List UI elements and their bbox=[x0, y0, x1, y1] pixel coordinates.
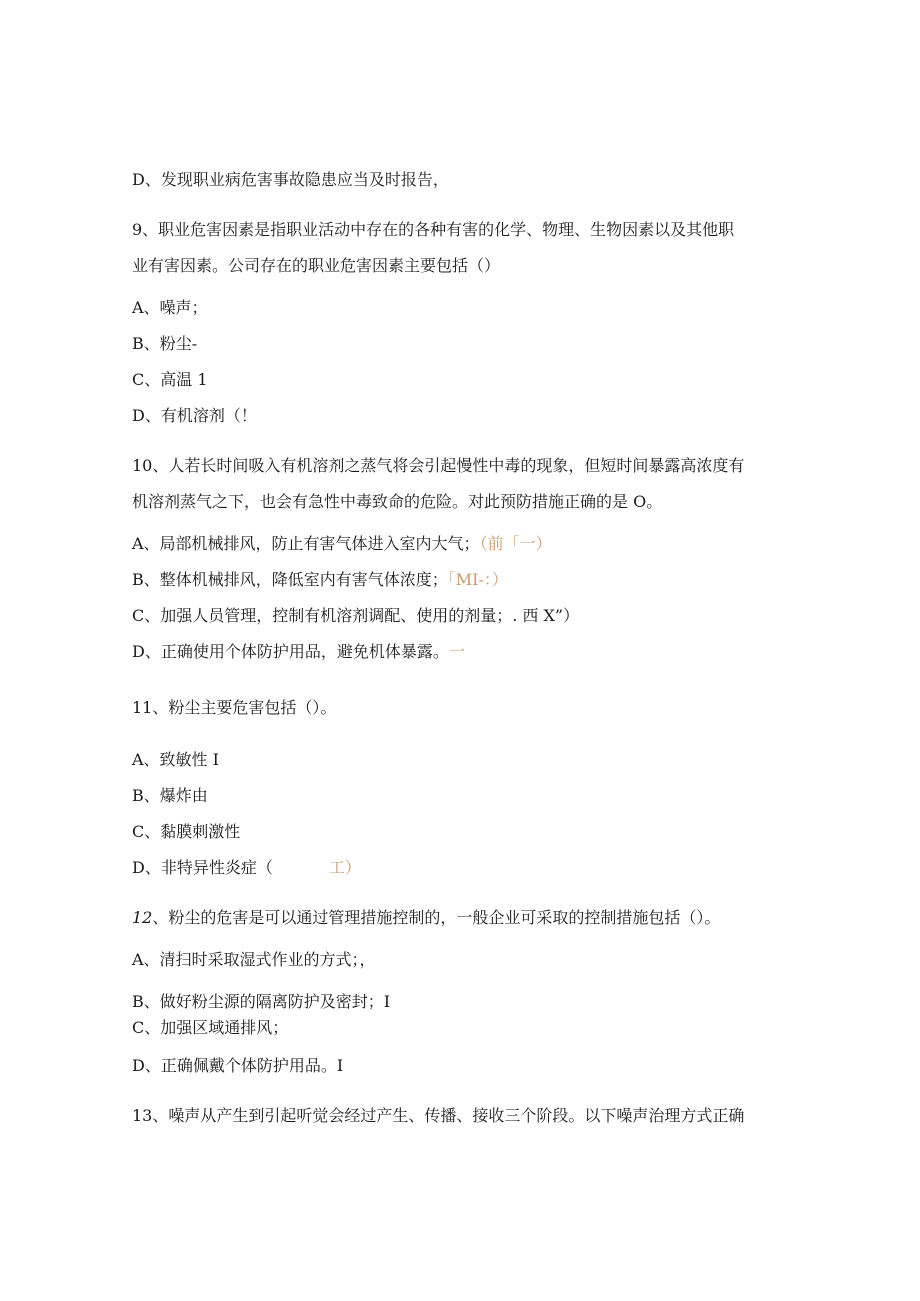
q10-option-d bbox=[132, 642, 465, 662]
q10-option-a-mark: （前「一） bbox=[479, 534, 552, 553]
q12-stem bbox=[132, 908, 720, 928]
q11-option-c: C、黏膜刺激性 bbox=[132, 822, 241, 841]
q9-option-c: C、高温 1 bbox=[132, 370, 208, 389]
q12-option-b: B、做好粉尘源的隔离防护及密封；I bbox=[132, 992, 391, 1011]
q9-option-b: B、粉尘- bbox=[132, 334, 198, 353]
q11-stem: 11、粉尘主要危害包括（）。 bbox=[132, 698, 337, 717]
q11-option-d-text: D、非特异性炎症（ bbox=[132, 858, 273, 877]
q10-option-d-text: D、正确使用个体防护用品，避免机体暴露。 bbox=[132, 642, 449, 661]
q10-option-b bbox=[132, 570, 508, 590]
q12-option-a: A、清扫时采取湿式作业的方式；， bbox=[132, 950, 376, 969]
q12-option-d: D、正确佩戴个体防护用品。I bbox=[132, 1056, 344, 1075]
q10-option-d-mark: 一 bbox=[448, 642, 465, 661]
q13-stem-line1: 13、噪声从产生到引起听觉会经过产生、传播、接收三个阶段。以下噪声治理方式正确 bbox=[132, 1106, 745, 1125]
q9-stem-line1: 9、职业危害因素是指职业活动中存在的各种有害的化学、物理、生物因素以及其他职 bbox=[132, 220, 735, 239]
q9-option-d: D、有机溶剂（！ bbox=[132, 406, 257, 425]
q12-number: 12 bbox=[132, 908, 153, 927]
q10-option-b-text: B、整体机械排风，降低室内有害气体浓度； bbox=[132, 570, 448, 589]
q10-option-a-text: A、局部机械排风，防止有害气体进入室内大气； bbox=[132, 534, 480, 553]
q9-option-a: A、噪声； bbox=[132, 298, 208, 317]
q12-stem-text: 、粉尘的危害是可以通过管理措施控制的，一般企业可采取的控制措施包括（）。 bbox=[152, 908, 721, 927]
q11-option-b: B、爆炸由 bbox=[132, 786, 208, 805]
q10-option-b-mark: 「MI-：） bbox=[447, 570, 508, 589]
q10-stem-line1: 10、人若长时间吸入有机溶剂之蒸气将会引起慢性中毒的现象，但短时间暴露高浓度有 bbox=[132, 456, 745, 475]
q10-option-c: C、加强人员管理，控制有机溶剂调配、使用的剂量；. 西 X”） bbox=[132, 606, 580, 625]
q10-stem-line2: 机溶剂蒸气之下，也会有急性中毒致命的危险。对此预防措施正确的是 O。 bbox=[132, 492, 663, 511]
q8-option-d: D、发现职业病危害事故隐患应当及时报告， bbox=[132, 170, 449, 189]
q12-option-c: C、加强区域通排风； bbox=[132, 1018, 289, 1037]
q11-option-d-mark: 工） bbox=[328, 858, 361, 877]
q9-stem-line2: 业有害因素。公司存在的职业危害因素主要包括（） bbox=[132, 256, 501, 275]
q11-option-a: A、致敏性 I bbox=[132, 750, 219, 769]
q10-option-a bbox=[132, 534, 552, 554]
q11-option-d bbox=[132, 858, 361, 878]
